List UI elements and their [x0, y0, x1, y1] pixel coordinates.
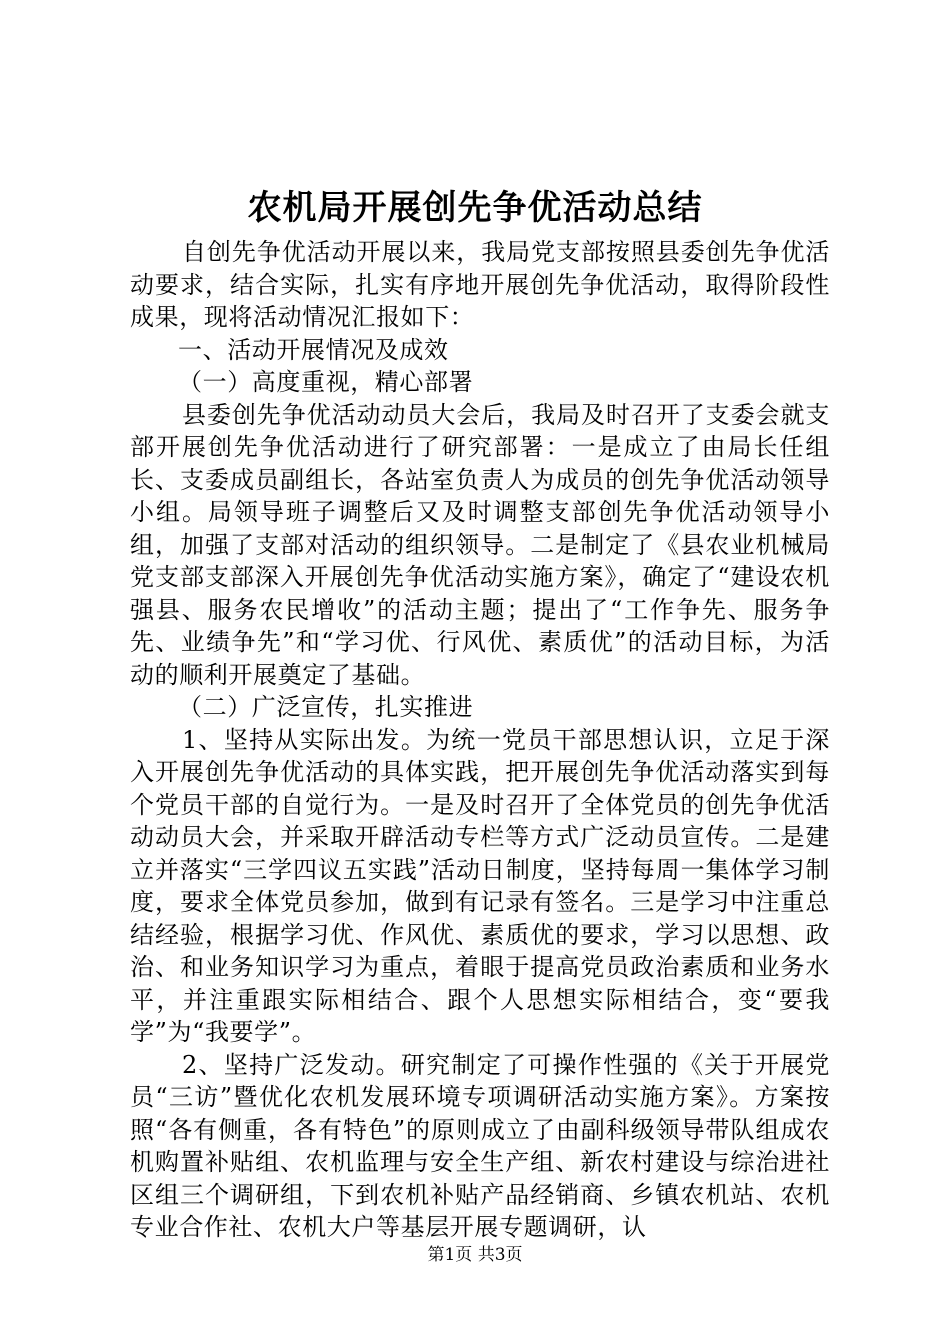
intro-paragraph: 自创先争优活动开展以来，我局党支部按照县委创先争优活动要求，结合实际，扎实有序地开展创先争优活动，取得阶段性成果，现将活动情况汇报如下：	[130, 238, 830, 331]
body-paragraph-3: 2、坚持广泛发动。研究制定了可操作性强的《关于开展党员“三访”暨优化农机发展环境专项调研活动实施方案》。方案按照“各有侧重，各有特色”的原则成立了由副科级领导带队组成农机购置补贴组、农机监理与安全生产组、新农村建设与综治进社区组三个调研组，下到农机补贴产品经销商、乡镇农机站、农机专业合作社、农机大户等基层开展专题调研，认	[130, 1050, 830, 1241]
body-paragraph-1: 县委创先争优活动动员大会后，我局及时召开了支委会就支部开展创先争优活动进行了研究部署：一是成立了由局长任组长、支委成员副组长，各站室负责人为成员的创先争优活动领导小组。局领导班子调整后又及时调整支部创先争优活动领导小组，加强了支部对活动的组织领导。二是制定了《县农业机械局党支部支部深入开展创先争优活动实施方案》，确定了“建设农机强县、服务农民增收”的活动主题；提出了“工作争先、服务争先、业绩争先”和“学习优、行风优、素质优”的活动目标，为活动的顺利开展奠定了基础。	[130, 400, 830, 689]
page-number-footer: 第1页 共3页	[427, 1245, 523, 1265]
document-body	[130, 236, 830, 1244]
body-paragraph-2: 1、坚持从实际出发。为统一党员干部思想认识，立足于深入开展创先争优活动的具体实践，把开展创先争优活动落实到每个党员干部的自觉行为。一是及时召开了全体党员的创先争优活动动员大会，并采取开辟活动专栏等方式广泛动员宣传。二是建立并落实“三学四议五实践”活动日制度，坚持每周一集体学习制度，要求全体党员参加，做到有记录有签名。三是学习中注重总结经验，根据学习优、作风优、素质优的要求，学习以思想、政治、和业务知识学习为重点，着眼于提高党员政治素质和业务水平，并注重跟实际相结合、跟个人思想实际相结合，变“要我学”为“我要学”。	[130, 725, 830, 1046]
document-title: 农机局开展创先争优活动总结	[247, 188, 703, 228]
section-heading: 一、活动开展情况及成效	[178, 335, 449, 364]
subsection-heading-1: （一）高度重视，精心部署	[178, 368, 474, 396]
subsection-heading-2: （二）广泛宣传，扎实推进	[178, 693, 474, 721]
